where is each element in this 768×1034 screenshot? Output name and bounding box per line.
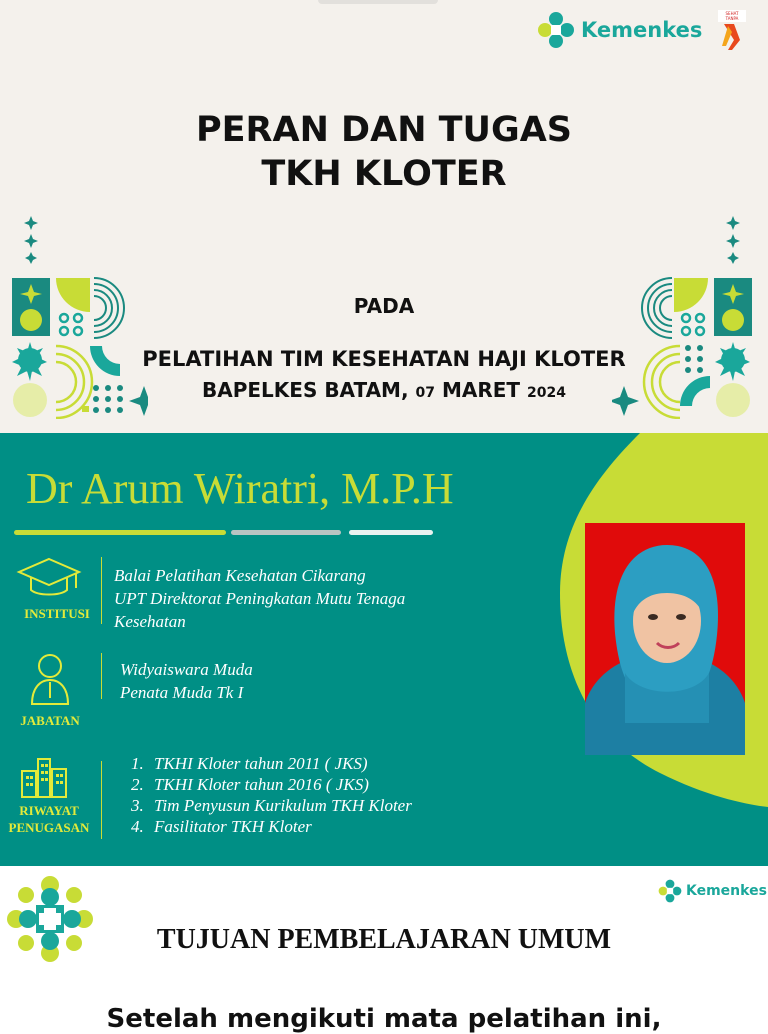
riwayat-divider: [101, 761, 102, 839]
jabatan-text: [120, 658, 420, 704]
anti-corruption-badge: [718, 10, 746, 50]
kemenkes-logo-small: [658, 879, 767, 903]
subtitle-day: 07: [415, 385, 435, 401]
institusi-line-3: Kesehatan: [114, 612, 186, 631]
kemenkes-brand-text: Kemenkes: [581, 18, 703, 42]
riwayat-item: 4. Fasilitator TKH Kloter: [148, 816, 514, 837]
riwayat-item: 1. TKHI Kloter tahun 2011 ( JKS): [148, 753, 514, 774]
subtitle-month: MARET: [435, 378, 528, 402]
riwayat-item: 2. TKHI Kloter tahun 2016 ( JKS): [148, 774, 514, 795]
jabatan-label: JABATAN: [20, 713, 80, 728]
speaker-portrait-illustration: [585, 523, 745, 755]
institusi-line-2: UPT Direktorat Peningkatan Mutu Tenaga: [114, 589, 406, 608]
svg-text:TANPA: TANPA: [725, 16, 739, 21]
riwayat-label-line-2: PENUGASAN: [8, 820, 90, 835]
jabatan-line-1: Widyaiswara Muda: [120, 660, 253, 679]
slide-title-line-2: TKH KLOTER: [261, 154, 507, 194]
underline-bar-lime: [14, 530, 226, 535]
buildings-icon: [20, 757, 68, 799]
objectives-title: TUJUAN PEMBELAJARAN UMUM: [156, 924, 612, 955]
pada-label: PADA: [353, 294, 415, 318]
riwayat-label: [2, 802, 96, 836]
subtitle-line-1: PELATIHAN TIM KESEHATAN HAJI KLOTER: [142, 347, 626, 371]
kemenkes-flower-icon: [537, 11, 575, 49]
underline-bar-white: [349, 530, 433, 535]
svg-text:SEHAT: SEHAT: [725, 11, 739, 16]
kemenkes-brand-text-small: Kemenkes: [686, 883, 767, 899]
right-geometric-pattern: [612, 214, 762, 419]
left-geometric-pattern: [8, 214, 148, 419]
underline-bar-grey: [231, 530, 341, 535]
slide-title-line-1: PERAN DAN TUGAS: [195, 110, 572, 150]
institusi-line-1: Balai Pelatihan Kesehatan Cikarang: [114, 566, 366, 585]
institusi-label: INSTITUSI: [24, 606, 90, 621]
graduation-cap-icon: [16, 556, 82, 598]
subtitle-year: 2024: [527, 385, 566, 401]
top-tab-decoration: [318, 0, 438, 4]
speaker-photo: [585, 523, 745, 755]
jabatan-divider: [101, 653, 102, 699]
jabatan-line-2: Penata Muda Tk I: [120, 683, 244, 702]
riwayat-list: [114, 753, 514, 837]
slide-title: [0, 108, 768, 196]
speaker-name: Dr Arum Wiratri, M.P.H: [26, 464, 454, 513]
subtitle-venue: BAPELKES BATAM,: [202, 378, 416, 402]
institusi-text: [114, 564, 514, 633]
riwayat-label-line-1: RIWAYAT: [19, 803, 79, 818]
kemenkes-logo: [537, 11, 702, 49]
institusi-divider: [101, 557, 102, 624]
title-slide: [0, 0, 768, 433]
person-icon: [28, 652, 72, 706]
kemenkes-flower-icon-small: [658, 879, 682, 903]
objectives-intro: Setelah mengikuti mata pelatihan ini,: [106, 1004, 662, 1034]
riwayat-item: 3. Tim Penyusun Kurikulum TKH Kloter: [148, 795, 514, 816]
